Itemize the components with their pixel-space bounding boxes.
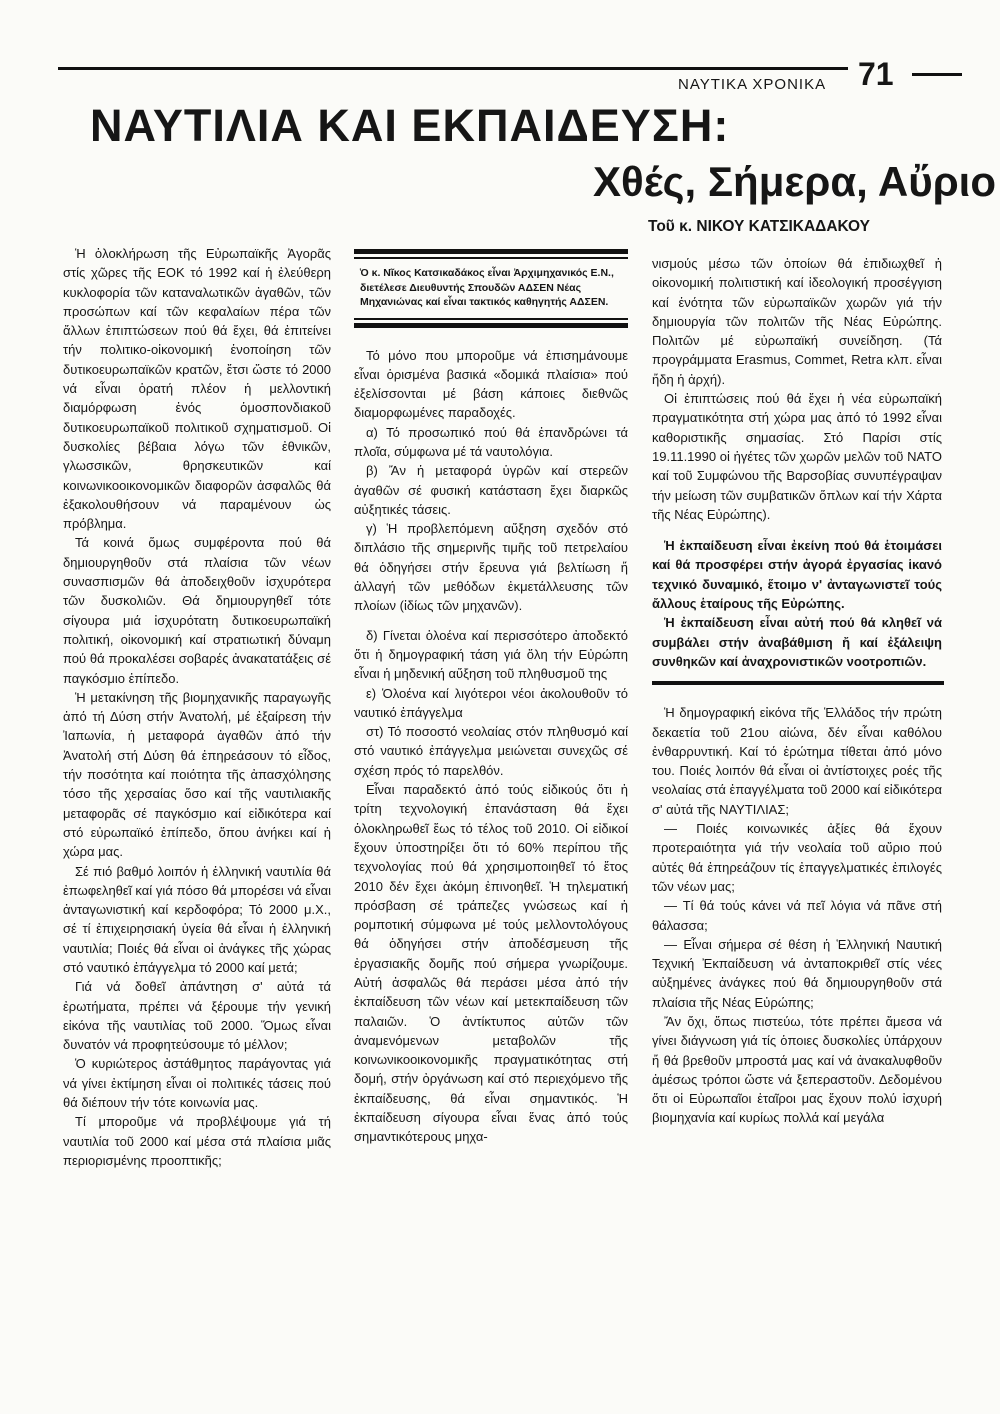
article-subtitle: Χθές, Σήμερα, Αὔριο	[593, 158, 996, 205]
page-number: 71	[858, 56, 894, 92]
paragraph: Ἡ ὁλοκλήρωση τῆς Εὐρωπαϊκῆς Ἀγορᾶς στίς χῶρες τῆς ΕΟΚ τό 1992 καί ἡ ἐλεύθερη κυκλοφορία τῶν καταναλωτικῶν ἀγαθῶν, τῶν προσώπων καί τῶν κεφαλαίων πέρα τῶν ἄλλων ἐπιπτώσεων πού θά ἔχει, θά ἐπιτείνει τήν πολιτικο-οἰκονομική ἑνοποίηση τῶν δυτικοευρωπαϊκῶν κρατῶν, ἔτσι ὥστε τό 2000 νά εἶναι ὁρατή πλέον ἡ μελλοντική διαμόρφωση ἑνός ὁμοσπονδιακοῦ δυτικοευρωπαϊκοῦ πολιτικοῦ σχηματισμοῦ. Οἱ δυσκολίες βέβαια λόγω τῶν ἐθνικῶν, γλωσσικῶν, θρησκευτικῶν καί κοινωνικοοικονομικῶν διαφορῶν ἀσφαλῶς θά ἐξακολουθήσουν νά παραμένουν ὡς πρόβλημα.	[63, 246, 331, 532]
paragraph: β) Ἄν ἡ μεταφορά ὑγρῶν καί στερεῶν ἀγαθῶν σέ φυσική κατάσταση ἔχει διαρκῶς αὐξητικές τάσεις.	[354, 463, 628, 517]
article-author: Τοῦ κ. ΝΙΚΟΥ ΚΑΤΣΙΚΑΔΑΚΟΥ	[648, 218, 870, 235]
header-rule-right	[912, 73, 962, 76]
author-bio-box	[354, 249, 628, 328]
text-column-1	[63, 244, 331, 1170]
paragraph: Τά κοινά ὅμως συμφέροντα πού θά δημιουργηθοῦν στά πλαίσια τῶν νέων συνασπισμῶν θά ἀποδειχθοῦν ἰσχυρότερα τῶν δυσκολιῶν. Θά δημιουργηθεῖ τότε σίγουρα μιά ἰσχυρότατη δυτικοευρωπαϊκή πολιτική, οἰκονομική καί στρατιωτική δύναμη πού θά προκαλέσει σοβαρές ἀνακατατάξεις σέ παγκόσμιο ἐπίπεδο.	[63, 535, 331, 686]
bio-rule	[354, 249, 628, 254]
paragraph: στ) Τό ποσοστό νεολαίας στόν πληθυσμό καί στό ναυτικό ἐπάγγελμα μειώνεται συνεχῶς σέ σχέση πρός τό παρελθόν.	[354, 724, 628, 778]
header-rule	[58, 67, 848, 70]
text-column-3	[652, 254, 942, 1128]
paragraph: — Τί θά τούς κάνει νά πεῖ λόγια νά πᾶνε στή θάλασσα;	[652, 898, 942, 933]
paragraph: Γιά νά δοθεῖ ἀπάντηση σ' αὐτά τά ἐρωτήματα, πρέπει νά ξέρουμε τήν γενική εἰκόνα τῆς ναυτιλίας τοῦ 2000. Ὅμως εἶναι δυνατόν νά προφητεύσουμε τό μέλλον;	[63, 979, 331, 1053]
text-column-2	[354, 247, 628, 1147]
paragraph: Ἡ μετακίνηση τῆς βιομηχανικῆς παραγωγῆς ἀπό τή Δύση στήν Ἀνατολή, μέ ἐξαίρεση τήν Ἰαπωνία, ἡ μεταφορά ἀγαθῶν ἀπό τήν Ἀνατολή στή Δύση θά ἐπηρεάσουν τό εἶδος, τήν ποσότητα καί ποιότητα τῆς ἀπασχόλησης τόσο τῆς χερσαίας ὅσο καί τῆς ναυτιλιακῆς μεταφορᾶς σέ παγκόσμιο καί εἰδικότερα καί στό εὐρωπαϊκό ἐπίπεδο, ὅπου ἀνήκει καί ἡ χώρα μας.	[63, 689, 331, 860]
paragraph: Οἱ ἐπιπτώσεις πού θά ἔχει ἡ νέα εὐρωπαϊκή πραγματικότητα στή χώρα μας ἀπό τό 1992 εἶναι καθοριστικῆς σημασίας. Στό Παρίσι στίς 19.11.1990 οἱ ἡγέτες τῶν χωρῶν μελῶν τοῦ ΝΑΤΟ καί τοῦ Συμφώνου τῆς Βαρσοβίας συνυπέγραψαν τήν μείωση τῶν συμβατικῶν ὅπλων καί τήν Χάρτα τῆς Νέας Εὐρώπης).	[652, 391, 942, 522]
paragraph: δ) Γίνεται ὁλοένα καί περισσότερο ἀποδεκτό ὅτι ἡ δημογραφική τάση γιά ὅλη τήν Εὐρώπη εἶναι ἡ μηδενική αὔξηση τοῦ πληθυσμοῦ της	[354, 627, 628, 682]
paragraph: Εἶναι παραδεκτό ἀπό τούς εἰδικούς ὅτι ἡ τρίτη τεχνολογική ἐπανάσταση θά ἔχει ὁλοκληρωθεῖ ἕως τό τέλος τοῦ 2010. Οἱ εἰδικοί ἔχουν ὑποστηρίξει ὅτι τό 60% περίπου τῆς τεχνολογίας πού θά χρησιμοποιηθεῖ τό ἔτος 2010 δέν ἔχει ἀκόμη ἐπινοηθεῖ. Ἡ τηλεματική πρόσβαση σέ τράπεζες γνώσεως καί ἡ ρομποτική σύμφωνα μέ τούς μελλοντολόγους θά ὁδηγήσει στήν ἀποδέσμευση τῆς ἐργασιακῆς δομῆς πού σήμερα γνωρίζουμε. Αὐτή ἀσφαλῶς θά περάσει μέσα ἀπό τήν ἐκπαίδευση τῶν νέων καί μετεκπαίδευση τῶν παλαιῶν. Ὁ ἀντίκτυπος αὐτῶν τῶν ἀναμενόμενων μεταβολῶν τῆς κοινωνικοοικονομικῆς πραγματικότητας στή δομή, στήν ὀργάνωση καί στό περιεχόμενο τῆς ἐκπαίδευσης, θά εἶναι σημαντικός. Ἡ ἐκπαίδευση σίγουρα εἶναι ἕνας ἀπό τούς σημαντικότερους μηχα-	[354, 782, 628, 1145]
paragraph: Ὁ κυριώτερος ἀστάθμητος παράγοντας γιά νά γίνει ἐκτίμηση εἶναι οἱ πολιτικές τάσεις πού θά διέπουν τήν τότε κοινωνία μας.	[63, 1056, 331, 1111]
paragraph: νισμούς μέσω τῶν ὁποίων θά ἐπιδιωχθεῖ ἡ οἰκονομική πολιτιστική καί ἰδεολογική προσέγγιση καί ἑνότητα τῶν εὐρωπαϊκῶν χωρῶν γιά τήν δημιουργία τῶν πολιτῶν τῆς Νέας Εὐρώπης. Πολιτῶν μέ εὐρωπαϊκή συνείδηση. (Τά προγράμματα Erasmus, Commet, Retra κλπ. εἶναι ἤδη ἡ ἀρχή).	[652, 256, 942, 387]
paragraph: Τί μποροῦμε νά προβλέψουμε γιά τή ναυτιλία τοῦ 2000 καί μέσα στά πλαίσια μιᾶς περιορισμένης προοπτικῆς;	[63, 1114, 331, 1168]
paragraph: α) Τό προσωπικό πού θά ἐπανδρώνει τά πλοῖα, σύμφωνα μέ τά ναυτολόγια.	[354, 424, 628, 459]
paragraph: Ἡ δημογραφική εἰκόνα τῆς Ἑλλάδος τήν πρώτη δεκαετία τοῦ 21ου αἰώνα, δέν εἶναι καθόλου ἐνθαρρυντική. Καί τό ἐρώτημα τίθεται ἀπό μόνο του. Ποιές λοιπόν θά εἶναι οἱ ἀντίστοιχες ροές τῆς νεολαίας στά ἐπαγγέλματα τοῦ 2000 καί εἰδικότερα σ' αὐτά τῆς ΝΑΥΤΙΛΙΑΣ;	[652, 705, 942, 817]
section-divider	[652, 681, 944, 685]
paragraph-bold: Ἡ ἐκπαίδευση εἶναι ἐκείνη πού θά ἑτοιμάσει καί θά προσφέρει στήν ἀγορά ἐργασίας ἱκανό τεχνικό δυναμικό, ἕτοιμο ν' ἀνταγωνιστεῖ τούς ἄλλους ἑταίρους τῆς Εὐρώπης.	[652, 538, 942, 612]
bio-rule	[354, 318, 628, 320]
article-title: ΝΑΥΤΙΛΙΑ ΚΑΙ ΕΚΠΑΙΔΕΥΣΗ:	[90, 100, 730, 151]
paragraph: — Εἶναι σήμερα σέ θέση ἡ Ἑλληνική Ναυτική Τεχνική Ἐκπαίδευση νά ἀνταποκριθεῖ στίς νέες αὐξημένες ἀνάγκες πού θά δημιουργηθοῦν στά πλαίσια τῆς Νέας Εὐρώπης;	[652, 936, 942, 1010]
highlighted-block	[652, 536, 942, 671]
paragraph-bold: Ἡ ἐκπαίδευση εἶναι αὐτή πού θά κληθεῖ νά συμβάλει στήν ἀναβάθμιση ἤ καί ἐξάλειψη συνθηκῶν καί ἀναχρονιστικῶν νοοτροπιῶν.	[652, 615, 942, 669]
paragraph: γ) Ἡ προβλεπόμενη αὔξηση σχεδόν στό διπλάσιο τῆς σημερινῆς τιμῆς τοῦ πετρελαίου θά ὁδηγήσει στήν ἔρευνα γιά βελτίωση ἤ ἀλλαγή τῶν μεθόδων ἐκμετάλλευσης τῶν πλοίων (ἰδίως τῶν μηχανῶν).	[354, 521, 628, 614]
paragraph: Τό μόνο που μποροῦμε νά ἐπισημάνουμε εἶναι ὁρισμένα βασικά «δομικά πλαίσια» πού ἐξελίσσονται μέ βάση κάποιες διεθνῶς διαμορφωμένες παραδοχές.	[354, 347, 628, 421]
magazine-name: ΝΑΥΤΙΚΑ ΧΡΟΝΙΚΑ	[678, 76, 827, 93]
paragraph: — Ποιές κοινωνικές ἀξίες θά ἔχουν προτεραιότητα γιά τήν νεολαία τοῦ αὔριο πού αὐτές θά ἐπηρεάζουν τίς ἐπαγγελματικές ἐπιλογές τῶν νέων μας;	[652, 821, 942, 894]
bio-rule	[354, 257, 628, 259]
paragraph: Ἄν ὄχι, ὅπως πιστεύω, τότε πρέπει ἄμεσα νά γίνει διάγνωση γιά τίς ὁποιες δυσκολίες ὑπάρχουν ἤ θά βρεθοῦν μπροστά μας καί νά ἀνακαλυφθοῦν ἀμέσως τρόποι ὥστε νά ξεπεραστοῦν. Δεδομένου ὅτι οἱ Εὐρωπαῖοι ἑταῖροι μας ἔχουν πολύ ἰσχυρή βιομηχανία καί κυρίως πολλά καί μεγάλα	[652, 1013, 942, 1126]
bio-rule	[354, 323, 628, 328]
paragraph: ε) Ὁλοένα καί λιγότεροι νέοι ἀκολουθοῦν τό ναυτικό ἐπάγγελμα	[354, 685, 628, 720]
author-bio: Ὁ κ. Νῖκος Κατσικαδάκος εἶναι Ἀρχιμηχανικός Ε.Ν., διετέλεσε Διευθυντής Σπουδῶν ΑΔΣΕΝ Νέας Μηχανιώνας καί εἶναι τακτικός καθηγητής ΑΔΣΕΝ.	[360, 267, 614, 308]
paragraph: Σέ πιό βαθμό λοιπόν ἡ ἑλληνική ναυτιλία θά ἐπωφεληθεῖ καί γιά πόσο θά μπορέσει νά εἶναι ἀνταγωνιστική καί κερδοφόρα; Τό 2000 μ.Χ., σέ τί ἐπιχειρησιακή ὑγεία θά εἶναι ἡ ἑλληνική ναυτιλία; Ποιές θά εἶναι οἱ ἀνάγκες τῆς χώρας στό ναυτικό ἐπάγγελμα τό 2000 καί μετά;	[63, 863, 331, 975]
